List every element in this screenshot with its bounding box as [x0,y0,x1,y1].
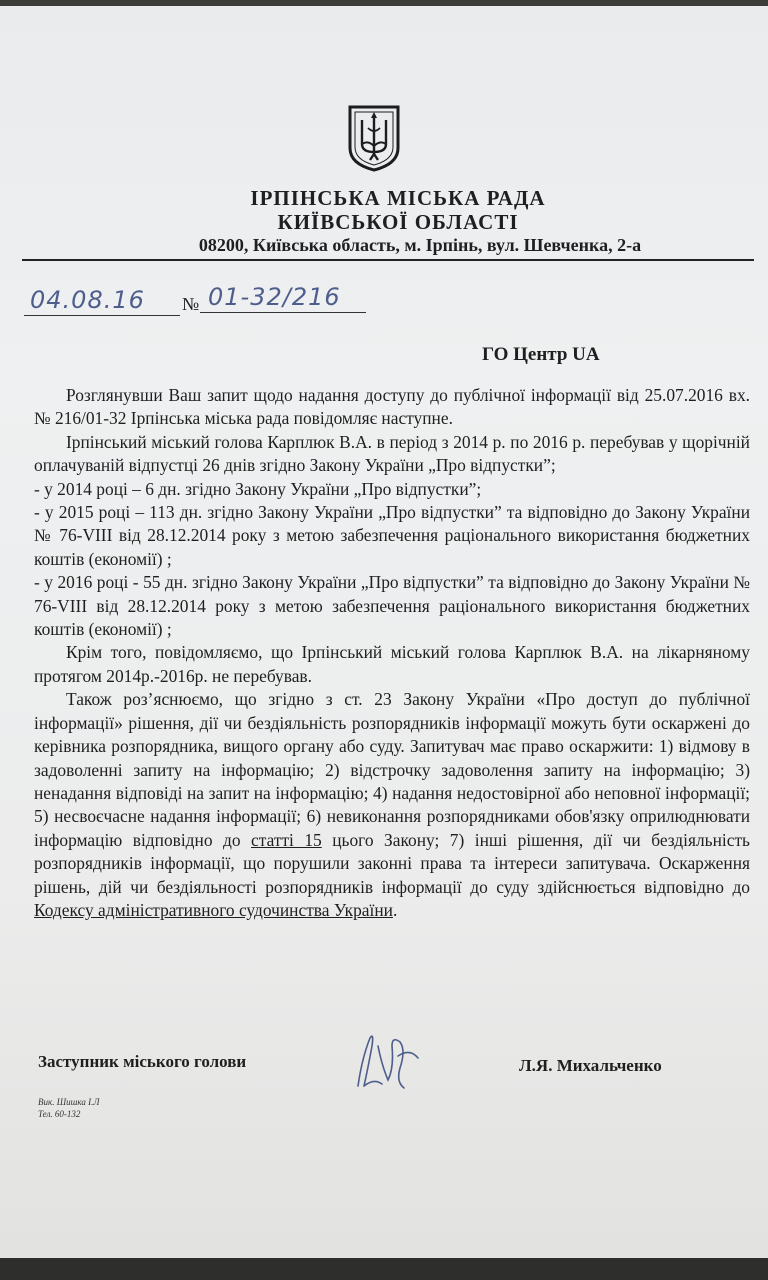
registration-date: 04.08.16 [30,286,145,314]
paragraph-vacation: Ірпінський міський голова Карплюк В.А. в період з 2014 р. по 2016 р. перебував у щорічній оплачуваній відпустці 26 днів згідно Закону України „Про відпустки”; [34,431,750,476]
letterhead-address: 08200, Київська область, м. Ірпінь, вул. Шевченка, 2-а [198,235,642,255]
appeal-text-1: Також роз’яснюємо, що згідно з ст. 23 Закону України «Про доступ до публічної інформації» рішення, дії чи бездіяльність розпорядників інформації можуть бути оскаржені до керівника розпорядника, вищого органу або суду. Запитувач має право оскаржити: 1) відмову в задоволенні запиту на інформацію; 2) відстрочку задоволення запиту на інформацію; 3) ненадання відповіді на запит на інформацію; 4) надання недостовірної або неповної інформації; 5) несвоєчасне надання інформації; 6) невиконання розпорядниками обов'язку оприлюднювати інформацію відповідно до [34,689,750,850]
executor-name: Вик. Шишка І.Л [38,1097,100,1107]
letterhead-region: КИЇВСЬКОЇ ОБЛАСТІ [277,210,519,234]
date-underline [24,315,180,316]
registration-number-sign: № [182,294,200,314]
executor-phone: Тел. 60-132 [38,1109,81,1119]
appeal-text-2: цього Закону; 7) інші рішення, дії чи бездіяльність розпорядників інформації, що порушили законні права та інтереси запитувача. Оскарження рішень, дій чи бездіяльності розпорядників інформації до суду здійснюється відповідно до [34,829,750,897]
paragraph-appeal [34,688,750,922]
list-item-2016: - у 2016 році - 55 дн. згідно Закону України „Про відпустки” та відповідно до Закону України № 76-VIII від 28.12.2014 року з метою забезпечення раціонального використання бюджетних коштів (економії) ; [34,572,750,640]
number-underline [200,312,366,313]
letterhead-divider [22,259,754,261]
list-item-2014: - у 2014 році – 6 дн. згідно Закону України „Про відпустки”; [34,478,482,499]
registration-number: 01-32/216 [208,283,341,311]
law-article-link[interactable]: статті 15 [251,829,322,850]
signatory-title: Заступник міського голови [38,1052,247,1071]
handwritten-signature-icon [348,1028,428,1098]
letter-body [34,384,750,922]
background-surface [0,1258,768,1280]
appeal-text-end: . [392,899,398,920]
paragraph-request: Розглянувши Ваш запит щодо надання доступу до публічної інформації від 25.07.2016 вх. № 216/01-32 Ірпінська міська рада повідомляє наступне. [34,385,750,429]
letterhead-council-name: ІРПІНСЬКА МІСЬКА РАДА [250,186,546,210]
list-item-2015: - у 2015 році – 113 дн. згідно Закону України „Про відпустки” та відповідно до Закону України № 76-VIII від 28.12.2014 року з метою забезпечення раціонального використання бюджетних коштів (економії) ; [34,502,750,569]
admin-code-link[interactable]: Кодексу адміністративного судочинства України [34,899,393,920]
trident-emblem-icon [346,104,402,172]
paragraph-sick-leave: Крім того, повідомляємо, що Ірпінський міський голова Карплюк В.А. на лікарняному протягом 2014р.-2016р. не перебував. [34,642,750,686]
letter-page [0,6,768,1258]
recipient: ГО Центр UA [482,344,600,365]
signatory-name: Л.Я. Михальченко [519,1056,662,1075]
